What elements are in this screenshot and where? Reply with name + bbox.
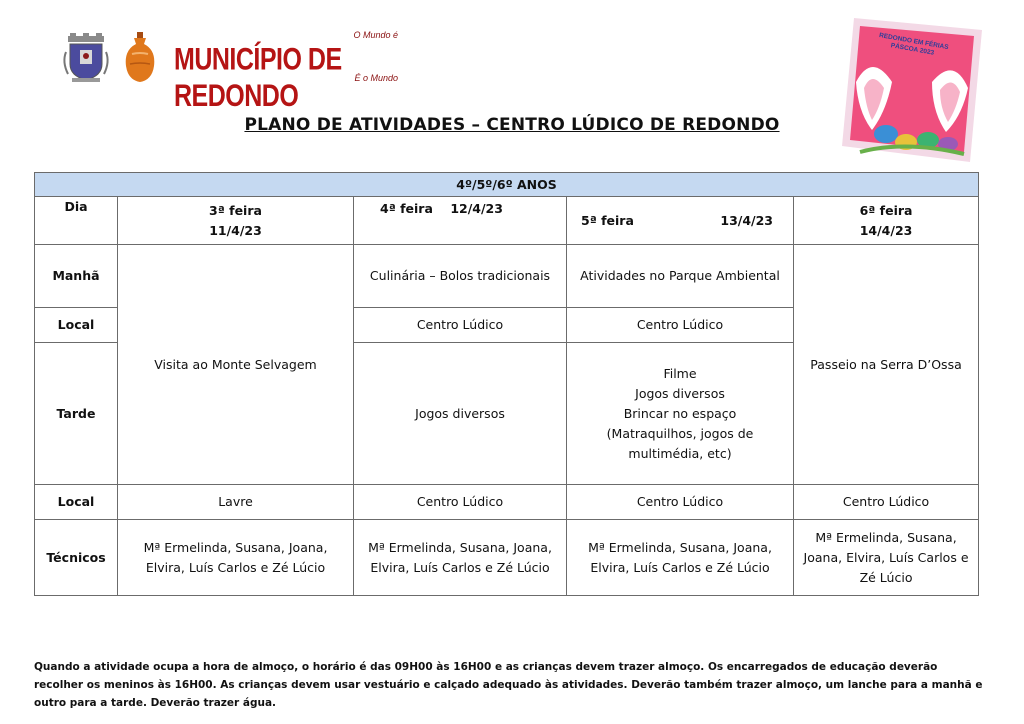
thursday-technicians: Mª Ermelinda, Susana, Joana, Elvira, Luís Carlos e Zé Lúcio bbox=[567, 520, 794, 596]
header-tuesday-date: 11/4/23 bbox=[209, 222, 262, 238]
technicians-row bbox=[35, 520, 979, 596]
header-wednesday bbox=[354, 197, 567, 245]
tuesday-technicians: Mª Ermelinda, Susana, Joana, Elvira, Luís Carlos e Zé Lúcio bbox=[118, 520, 354, 596]
thursday-afternoon-activity bbox=[567, 343, 794, 485]
easter-bunny-ears-icon bbox=[836, 12, 986, 164]
header-day-label: Dia bbox=[35, 197, 118, 245]
page-header bbox=[60, 30, 460, 114]
header-thursday-day: 5ª feira bbox=[581, 212, 634, 228]
header-tuesday bbox=[118, 197, 354, 245]
header-friday-day: 6ª feira bbox=[859, 202, 913, 218]
thursday-afternoon-line: Brincar no espaço bbox=[623, 405, 737, 421]
row-label-afternoon: Tarde bbox=[35, 343, 118, 485]
friday-local2: Centro Lúdico bbox=[794, 485, 979, 520]
friday-activity: Passeio na Serra D’Ossa bbox=[794, 245, 979, 485]
footer-note: Quando a atividade ocupa a hora de almoço, o horário é das 09H00 às 16H00 e as crianças devem trazer almoço. Os encarregados de educação deverão recolher os meninos às 16H00. As crianças devem usar vestuário e calçado adequado às atividades. Deverão também trazer almoço, um lanche para a manhã e outro para a tarde. Deverão trazer água. bbox=[34, 661, 983, 709]
brand-tagline-top: O Mundo é bbox=[353, 30, 398, 40]
header-friday-date: 14/4/23 bbox=[859, 222, 913, 238]
morning-row bbox=[35, 245, 979, 308]
table-header-row bbox=[35, 197, 979, 245]
wednesday-technicians: Mª Ermelinda, Susana, Joana, Elvira, Luís Carlos e Zé Lúcio bbox=[354, 520, 567, 596]
brand-tagline-bottom: É o Mundo bbox=[354, 73, 398, 83]
row-label-technicians: Técnicos bbox=[35, 520, 118, 596]
thursday-afternoon-line: (Matraquilhos, jogos de multimédia, etc) bbox=[606, 425, 754, 461]
header-tuesday-day: 3ª feira bbox=[209, 202, 262, 218]
brand-name: MUNICÍPIO DE REDONDO bbox=[174, 42, 342, 114]
wednesday-morning-activity: Culinária – Bolos tradicionais bbox=[354, 245, 567, 308]
tuesday-local2: Lavre bbox=[118, 485, 354, 520]
header-friday bbox=[794, 197, 979, 245]
easter-holiday-card bbox=[836, 12, 986, 164]
row-label-morning: Manhã bbox=[35, 245, 118, 308]
local2-row bbox=[35, 485, 979, 520]
page-title: PLANO DE ATIVIDADES – CENTRO LÚDICO DE REDONDO bbox=[244, 115, 780, 135]
header-wednesday-date: 12/4/23 bbox=[450, 201, 503, 216]
header-thursday bbox=[567, 197, 794, 245]
municipal-crest-icon bbox=[60, 32, 112, 84]
header-thursday-date: 13/4/23 bbox=[720, 212, 773, 228]
grade-row bbox=[35, 173, 979, 197]
thursday-morning-activity: Atividades no Parque Ambiental bbox=[567, 245, 794, 308]
grade-label: 4º/5º/6º ANOS bbox=[35, 173, 979, 197]
activities-table bbox=[34, 172, 979, 596]
wednesday-local2: Centro Lúdico bbox=[354, 485, 567, 520]
friday-technicians: Mª Ermelinda, Susana, Joana, Elvira, Luís Carlos e Zé Lúcio bbox=[794, 520, 979, 596]
thursday-local: Centro Lúdico bbox=[567, 308, 794, 343]
header-wednesday-day: 4ª feira bbox=[380, 201, 433, 216]
easter-card-text: REDONDO EM FÉRIAS PÁSCOA 2023 bbox=[878, 32, 950, 57]
thursday-local2: Centro Lúdico bbox=[567, 485, 794, 520]
thursday-afternoon-line: Jogos diversos bbox=[635, 385, 725, 401]
tuesday-activity: Visita ao Monte Selvagem bbox=[118, 245, 354, 485]
clay-pot-icon bbox=[122, 32, 158, 84]
row-label-local: Local bbox=[35, 308, 118, 343]
municipality-logo bbox=[174, 30, 404, 114]
row-label-local2: Local bbox=[35, 485, 118, 520]
thursday-afternoon-line: Filme bbox=[663, 365, 697, 381]
wednesday-afternoon-activity: Jogos diversos bbox=[354, 343, 567, 485]
wednesday-local: Centro Lúdico bbox=[354, 308, 567, 343]
